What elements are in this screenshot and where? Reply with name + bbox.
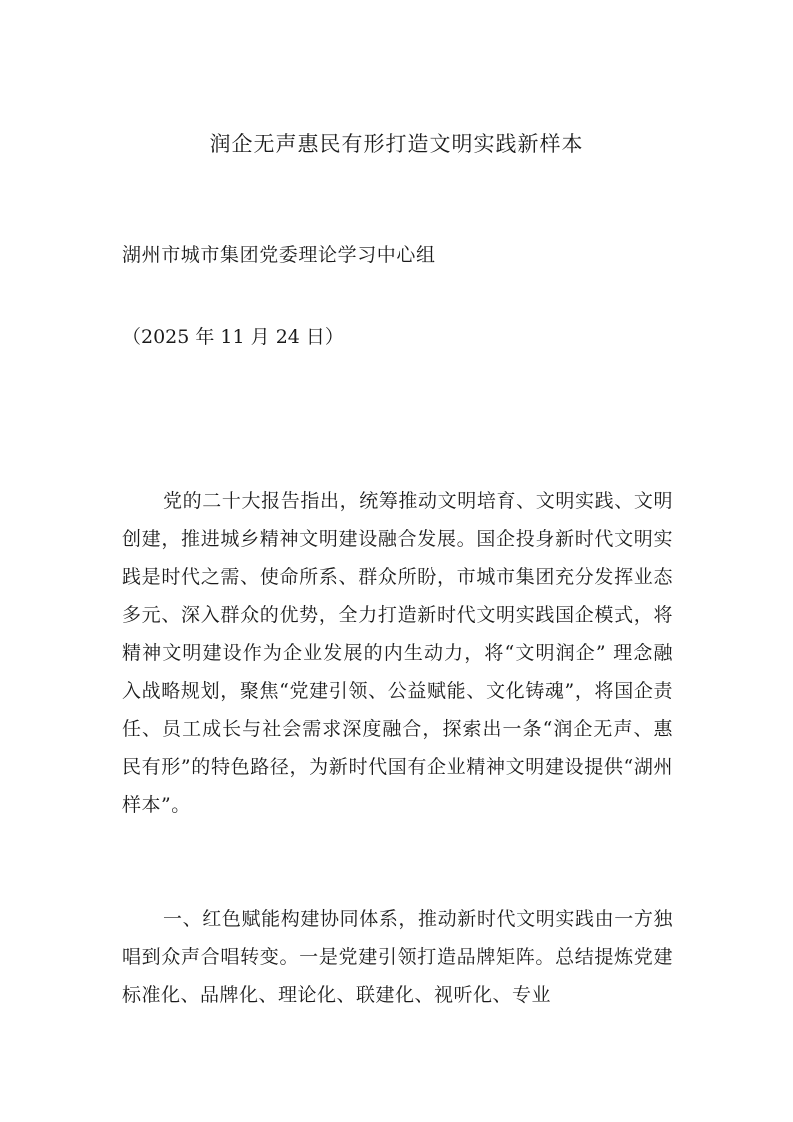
document-date: （2025 年 11 月 24 日）	[122, 326, 344, 348]
body-paragraph: 党的二十大报告指出，统筹推动文明培育、文明实践、文明创建，推进城乡精神文明建设融合发展。国企投身新时代文明实践是时代之需、使命所系、群众所盼，市城市集团充分发挥业态多元、深入群众的优势，全力打造新时代文明实践国企模式，将精神文明建设作为企业发展的内生动力，将“文明润企” 理念融入战略规划，聚焦“党建引领、公益赋能、文化铸魂”，将国企责任、员工成长与社会需求深度融合，探索出一条“润企无声、惠民有形”的特色路径，为新时代国有企业精神文明建设提供“湖州样本”。	[122, 490, 673, 816]
body-paragraph: 一、红色赋能构建协同体系，推动新时代文明实践由一方独唱到众声合唱转变。一是党建引领打造品牌矩阵。总结提炼党建标准化、品牌化、理论化、联建化、视听化、专业	[122, 908, 673, 1006]
document-author: 湖州市城市集团党委理论学习中心组	[122, 244, 436, 266]
document-title: 润企无声惠民有形打造文明实践新样本	[209, 132, 584, 156]
